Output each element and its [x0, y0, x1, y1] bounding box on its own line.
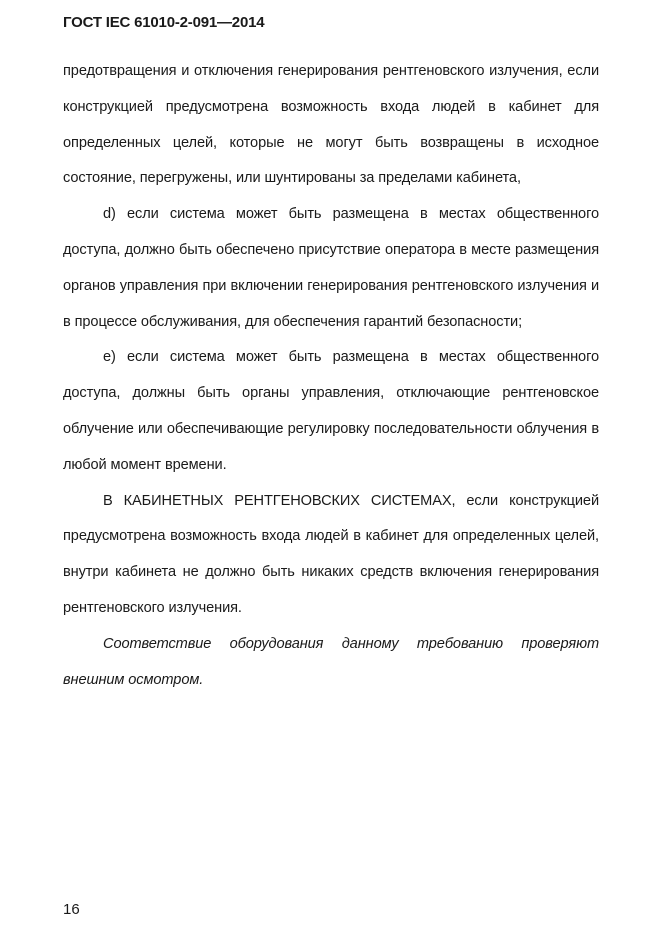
paragraph-continuation: предотвращения и отключения генерирования рентгеновского излучения, если конструкцией предусмотрена возможность входа людей в кабинет для определенных целей, которые не могут быть возвращены в исходное состояние, перегружены, или шунтированы за пределами кабинета, — [63, 63, 599, 187]
paragraph-cabinet-systems: В КАБИНЕТНЫХ РЕНТГЕНОВСКИХ СИСТЕМАХ, если конструкцией предусмотрена возможность входа людей в кабинет для определенных целей, внутри кабинета не должно быть никаких средств включения генерирования рентгеновского излучения. — [63, 492, 599, 616]
document-body — [63, 54, 599, 698]
paragraph-item-e: е) если система может быть размещена в местах общественного доступа, должны быть органы управления, отключающие рентгеновское облучение или обеспечивающие регулировку последовательности облучения в любой момент времени. — [63, 349, 599, 473]
page-number: 16 — [63, 901, 80, 918]
paragraph-item-d: d) если система может быть размещена в местах общественного доступа, должно быть обеспечено присутствие оператора в месте размещения органов управления при включении генерирования рентгеновского излучения и в процессе обслуживания, для обеспечения гарантий безопасности; — [63, 206, 599, 330]
paragraph-compliance-check: Соответствие оборудования данному требованию проверяют внешним осмотром. — [63, 635, 599, 688]
document-header: ГОСТ IEC 61010-2-091—2014 — [63, 14, 265, 31]
